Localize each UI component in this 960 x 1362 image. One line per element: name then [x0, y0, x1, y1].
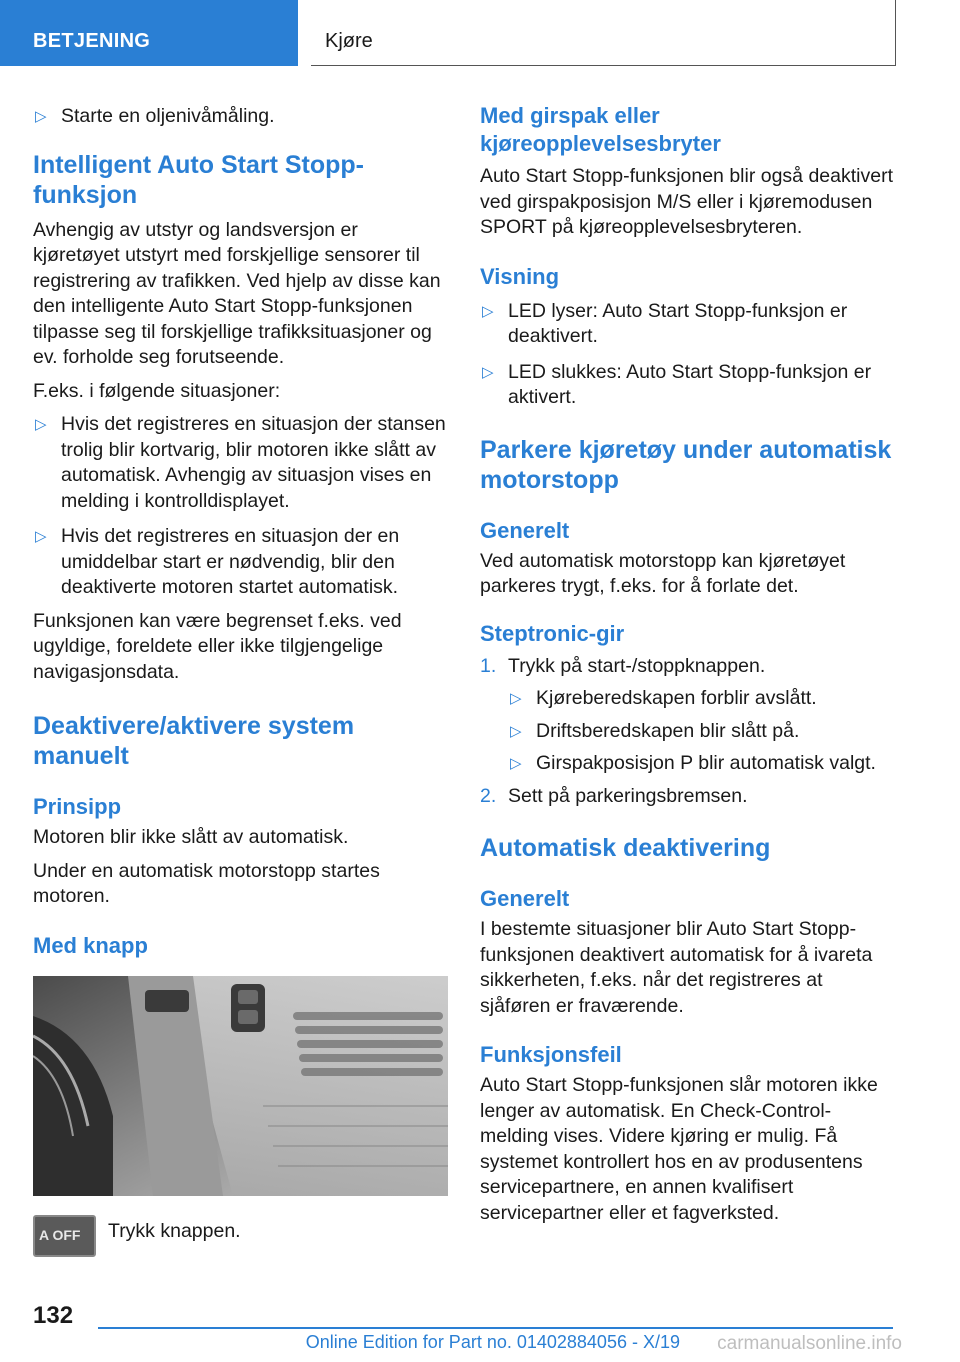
paragraph: Avhengig av utstyr og landsversjon er kjøretøyet utstyrt med forskjellige sensorer til registrering av trafikken. Ved hjelp av disse kan den intelligente Auto Start Stopp-funksjonen tilpasse seg til forskjellige trafikksituasjoner og ev. forholde seg forutseende.	[33, 218, 441, 368]
heading-visning: Visning	[480, 263, 560, 289]
heading-generelt: Generelt	[480, 517, 570, 543]
chapter-title: Kjøre	[325, 30, 373, 52]
heading-auto-deaktivering: Automatisk deaktivering	[480, 834, 771, 862]
heading-funksjonsfeil: Funksjonsfeil	[480, 1042, 622, 1067]
list-item: ▷ Hvis det registreres en situasjon der stansen trolig blir kortvarig, blir motoren ikke slått av automatisk. Avhengig av situasjon vises en melding i kontrolldisplayet.	[35, 413, 446, 512]
list-item: ▷ Driftsberedskapen blir slått på.	[508, 719, 896, 745]
heading-girspak: Med girspak eller kjøreopplevelsesbryter	[480, 103, 721, 156]
triangle-bullet-icon: ▷	[482, 302, 494, 320]
numbered-step: 2. Sett på parkeringsbremsen.	[480, 784, 896, 810]
heading-med-knapp: Med knapp	[33, 932, 148, 958]
section-title: BETJENING	[33, 30, 151, 52]
section-tab	[0, 0, 298, 66]
step-number: 1.	[480, 654, 497, 677]
paragraph: F.eks. i følgende situasjoner:	[33, 379, 281, 402]
paragraph: I bestemte situasjoner blir Auto Start Stopp-funksjonen deaktivert automatisk for å ivareta sikkerheten, f.eks. når det registreres at sjåføren er fraværende.	[480, 918, 873, 1017]
heading-deactivate: Deaktivere/aktivere system manuelt	[33, 712, 355, 770]
triangle-bullet-icon: ▷	[35, 108, 47, 125]
heading-steptronic: Steptronic-gir	[480, 620, 625, 646]
right-column	[480, 98, 896, 1226]
triangle-bullet-icon: ▷	[510, 690, 522, 707]
triangle-bullet-icon: ▷	[35, 416, 47, 433]
numbered-step: 1. Trykk på start-/stoppknappen.	[480, 654, 896, 680]
heading-generelt: Generelt	[480, 886, 570, 911]
watermark: carmanualsonline.info	[717, 1333, 902, 1354]
chapter-header	[311, 0, 896, 66]
heading-parkere: Parkere kjøretøy under automatisk motorstopp	[480, 435, 892, 494]
list-item: ▷ LED lyser: Auto Start Stopp-funksjon er deaktivert.	[482, 299, 848, 347]
paragraph: Motoren blir ikke slått av automatisk.	[33, 826, 349, 848]
paragraph: Funksjonen kan være begrenset f.eks. ved ugyldige, foreldete eller ikke tilgjengelige navigasjonsdata.	[33, 609, 402, 683]
page-number: 132	[33, 1302, 74, 1329]
list-item: ▷ LED slukkes: Auto Start Stopp-funksjon er aktivert.	[482, 360, 872, 408]
list-item: ▷ Girspakposisjon P blir automatisk valgt.	[508, 751, 896, 777]
paragraph: Auto Start Stopp-funksjonen slår motoren ikke lenger av automatisk. En Check-Control-melding vises. Videre kjøring er mulig. Få systemet kontrollert hos en av produsentens servicepartnere, en annen kvalifisert servicepartner eller et fagverksted.	[480, 1074, 878, 1224]
paragraph: Auto Start Stopp-funksjonen blir også deaktivert ved girspakposisjon M/S eller i kjøremodusen SPORT på kjøreopplevelsesbryteren.	[480, 165, 893, 238]
footer-divider	[98, 1327, 893, 1329]
auto-start-stop-off-button-icon: A OFF	[33, 1215, 96, 1257]
list-item: ▷ Kjøreberedskapen forblir avslått.	[508, 686, 896, 712]
heading-prinsipp: Prinsipp	[33, 794, 122, 819]
paragraph: Under en automatisk motorstopp startes motoren.	[33, 859, 380, 907]
step-number: 2.	[480, 784, 497, 807]
triangle-bullet-icon: ▷	[482, 363, 494, 381]
list-item: ▷ Hvis det registreres en situasjon der en umiddelbar start er nødvendig, blir den deaktiverte motoren startet automatisk.	[35, 525, 400, 598]
triangle-bullet-icon: ▷	[510, 755, 522, 772]
dashboard-photo	[33, 976, 448, 1196]
edition-text: Online Edition for Part no. 01402884056 - X/19	[305, 1332, 680, 1352]
instruction-text: Trykk knappen.	[108, 1219, 241, 1242]
button-instruction	[33, 1212, 448, 1262]
triangle-bullet-icon: ▷	[35, 528, 47, 545]
triangle-bullet-icon: ▷	[510, 722, 522, 740]
heading-intelligent: Intelligent Auto Start Stopp-funksjon	[33, 150, 364, 209]
left-column	[33, 98, 448, 1262]
paragraph: Ved automatisk motorstopp kan kjøretøyet parkeres trygt, f.eks. for å forlate det.	[480, 549, 846, 597]
list-item: ▷ Starte en oljenivåmåling.	[33, 104, 448, 130]
